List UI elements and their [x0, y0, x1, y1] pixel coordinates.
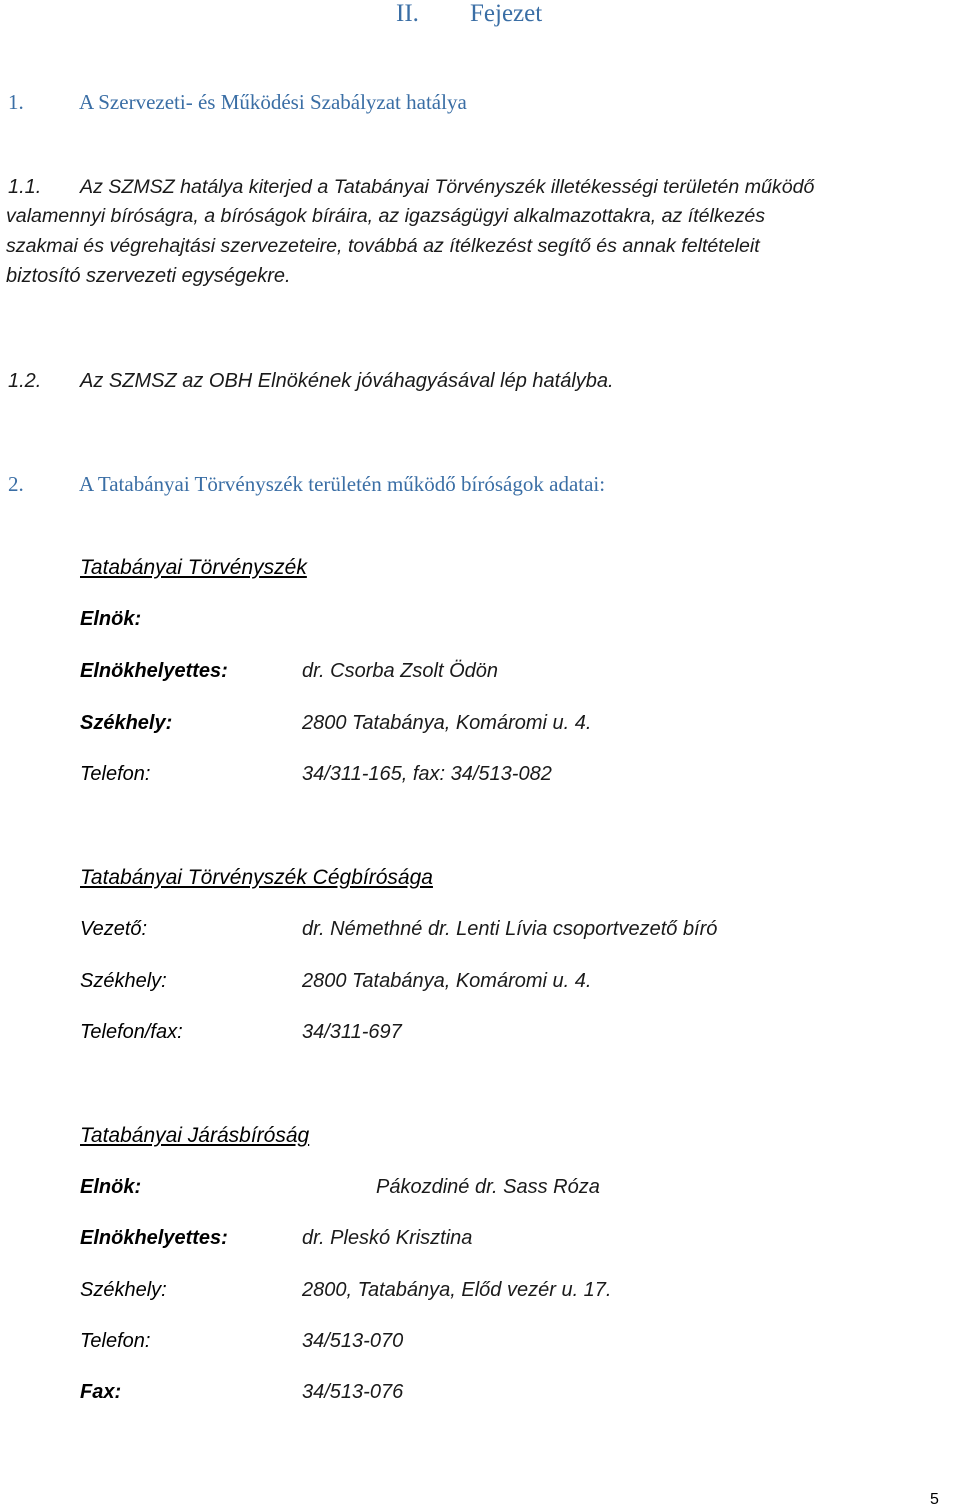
court-1-name: Tatabányai Törvényszék — [80, 556, 307, 579]
court-3-fax-label: Fax: — [80, 1381, 122, 1403]
court-1-president-label: Elnök: — [80, 608, 142, 630]
para-1-1-line-4: biztosító szervezeti egységekre. — [6, 265, 291, 287]
court-1-vice-value: dr. Csorba Zsolt Ödön — [302, 660, 499, 682]
section-2-title: A Tatabányai Törvényszék területén működő bíróságok adatai: — [79, 472, 606, 496]
court-1-phone-label: Telefon: — [80, 763, 151, 785]
court-3-president-value: Pákozdiné dr. Sass Róza — [376, 1176, 600, 1198]
para-1-2-number: 1.2. — [8, 370, 42, 392]
para-1-1-line-2: valamennyi bíróságra, a bíróságok bíráira, az igazságügyi alkalmazottakra, az ítélkezés — [6, 205, 766, 227]
court-1-seat-label: Székhely: — [80, 712, 173, 734]
court-2-name: Tatabányai Törvényszék Cégbírósága — [80, 866, 433, 889]
section-2-number: 2. — [8, 472, 24, 496]
para-1-1-line-1: Az SZMSZ hatálya kiterjed a Tatabányai Törvényszék illetékességi területén működő — [80, 176, 815, 198]
court-2-phone-label: Telefon/fax: — [80, 1021, 183, 1043]
page-number: 5 — [930, 1491, 939, 1508]
section-1-number: 1. — [8, 90, 24, 114]
section-1-title: A Szervezeti- és Működési Szabályzat hatálya — [79, 90, 467, 114]
court-3-seat-value: 2800, Tatabánya, Előd vezér u. 17. — [302, 1279, 612, 1301]
para-1-2-text: Az SZMSZ az OBH Elnökének jóváhagyásával lép hatályba. — [80, 370, 614, 392]
para-1-1-line-3: szakmai és végrehajtási szervezeteire, továbbá az ítélkezést segítő és annak feltételeit — [6, 235, 760, 257]
court-3-vice-value: dr. Pleskó Krisztina — [302, 1227, 473, 1249]
court-1-vice-label: Elnökhelyettes: — [80, 660, 228, 682]
court-3-president-label: Elnök: — [80, 1176, 142, 1198]
para-1-1-number: 1.1. — [8, 176, 42, 198]
court-3-phone-label: Telefon: — [80, 1330, 151, 1352]
court-1-phone-value: 34/311-165, fax: 34/513-082 — [302, 763, 552, 785]
court-2-leader-label: Vezető: — [80, 918, 148, 940]
court-2-leader-value: dr. Némethné dr. Lenti Lívia csoportvezető bíró — [302, 918, 718, 940]
court-3-phone-value: 34/513-070 — [302, 1330, 404, 1352]
chapter-title: Fejezet — [470, 0, 543, 27]
court-2-phone-value: 34/311-697 — [302, 1021, 402, 1043]
court-3-seat-label: Székhely: — [80, 1279, 167, 1301]
chapter-number: II. — [396, 0, 419, 27]
court-2-seat-value: 2800 Tatabánya, Komáromi u. 4. — [302, 970, 592, 992]
court-2-seat-label: Székhely: — [80, 970, 167, 992]
court-3-fax-value: 34/513-076 — [302, 1381, 404, 1403]
court-1-seat-value: 2800 Tatabánya, Komáromi u. 4. — [302, 712, 592, 734]
court-3-vice-label: Elnökhelyettes: — [80, 1227, 228, 1249]
court-3-name: Tatabányai Járásbíróság — [80, 1124, 310, 1147]
